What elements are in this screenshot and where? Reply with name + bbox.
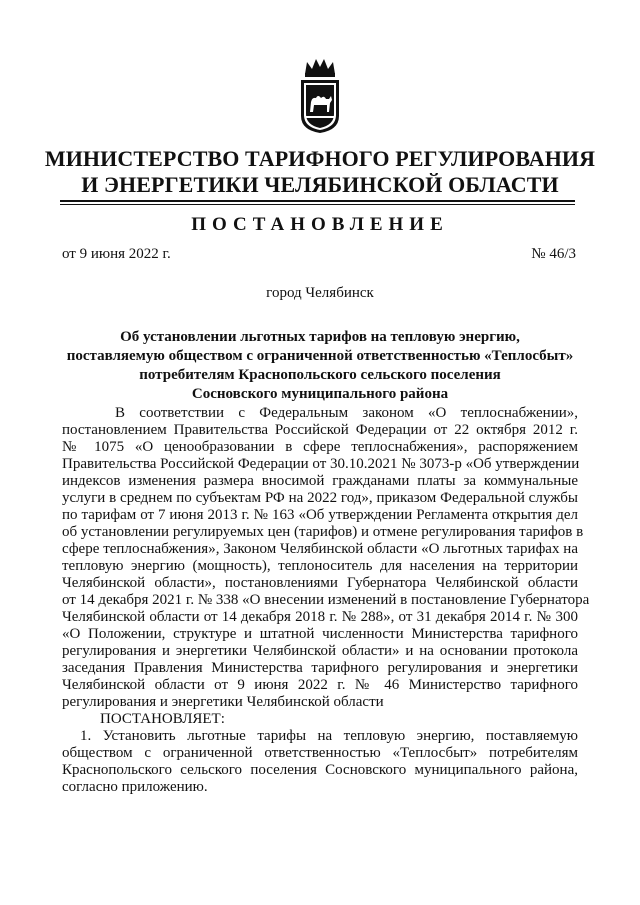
header-divider-thin — [60, 204, 575, 205]
decree-date: от 9 июня 2022 г. — [62, 246, 171, 262]
preamble-line: Челябинской области», постановлениями Губернатора Челябинской области — [62, 575, 578, 591]
subject-line: Об установлении льготных тарифов на тепловую энергию, — [120, 329, 520, 345]
preamble-line: Челябинской области от 9 июня 2022 г. № 46 Министерство тарифного — [62, 677, 578, 693]
decree-city: город Челябинск — [266, 285, 374, 301]
preamble-line: В соответствии с Федеральным законом «О теплоснабжении», — [115, 405, 578, 421]
preamble-line: об установлении регулируемых цен (тарифов) и отмене регулирования тарифов в — [62, 524, 584, 540]
preamble-line: от 14 декабря 2021 г. № 338 «О внесении изменений в постановление Губернатора — [62, 592, 590, 608]
preamble-line: индексов изменения размера вносимой гражданами платы за коммунальные — [62, 473, 578, 489]
item-1-line: Краснопольского сельского поселения Сосновского муниципального района, — [62, 762, 578, 778]
item-1-line: обществом с ограниченной ответственностью «Теплосбыт» потребителям — [62, 745, 578, 761]
preamble-line: регулирования и энергетики Челябинской области» и на основании протокола — [62, 643, 578, 659]
preamble-line: постановлением Правительства Российской Федерации от 22 октября 2012 г. — [62, 422, 578, 438]
preamble-line: № 1075 «О ценообразовании в сфере теплоснабжения», распоряжением — [62, 439, 578, 455]
decree-subject — [50, 328, 590, 404]
ministry-name-line-2: И ЭНЕРГЕТИКИ ЧЕЛЯБИНСКОЙ ОБЛАСТИ — [81, 172, 559, 197]
ministry-name-line-1: МИНИСТЕРСТВО ТАРИФНОГО РЕГУЛИРОВАНИЯ — [44, 146, 596, 171]
preamble-line: регулирования и энергетики Челябинской области — [62, 694, 384, 710]
header-divider-thick — [60, 200, 575, 202]
decree-number: № 46/3 — [531, 246, 576, 262]
preamble-line: Челябинской области от 14 декабря 2018 г. № 288», от 31 декабря 2014 г. № 300 — [62, 609, 578, 625]
subject-line: Сосновского муниципального района — [191, 386, 449, 402]
preamble-line: Правительства Российской Федерации от 30.10.2021 № 3073-р «Об утверждении — [62, 456, 580, 472]
preamble-line: по тарифам от 7 июня 2013 г. № 163 «Об утверждении Регламента открытия дел — [62, 507, 578, 523]
preamble-line: тепловую энергию (мощность), теплоноситель для населения на территории — [62, 558, 578, 574]
preamble-line: услуги в среднем по субъектам РФ на 2022 год», приказом Федеральной службы — [62, 490, 578, 506]
preamble-line: заседания Правления Министерства тарифного регулирования и энергетики — [62, 660, 578, 676]
preamble-line: «О Положении, структуре и штатной численности Министерства тарифного — [62, 626, 578, 642]
preamble-line: сфере теплоснабжения», Законом Челябинской области «О льготных тарифах на — [62, 541, 578, 557]
item-1-line: согласно приложению. — [62, 779, 208, 795]
decides-heading: ПОСТАНОВЛЯЕТ: — [100, 711, 225, 727]
subject-line: потребителям Краснопольского сельского поселения — [139, 367, 501, 383]
subject-line: поставляемую обществом с ограниченной ответственностью «Теплосбыт» — [66, 348, 574, 364]
coat-of-arms-icon — [297, 56, 343, 134]
item-1-line: 1. Установить льготные тарифы на тепловую энергию, поставляемую — [80, 728, 578, 744]
decree-title: ПОСТАНОВЛЕНИЕ — [191, 214, 449, 235]
